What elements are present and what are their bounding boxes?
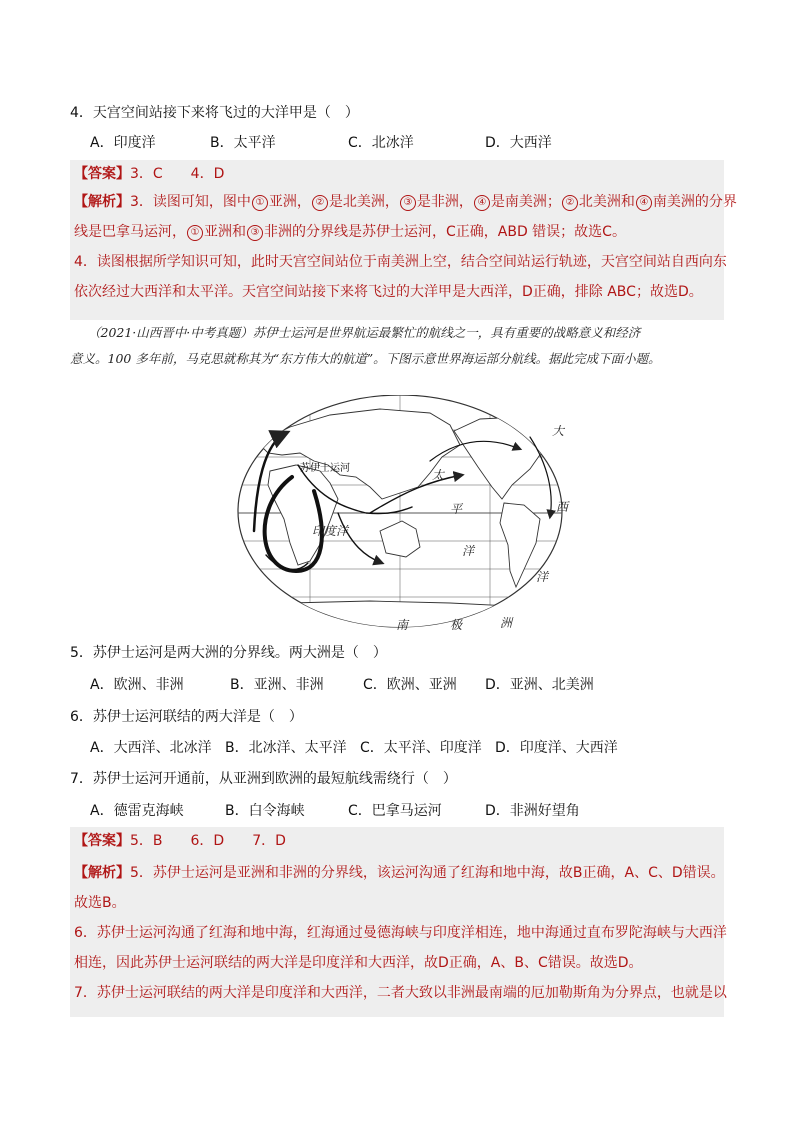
answer-text: 5．B 6．D 7．D [130,833,286,849]
circled-number: ④ [636,195,652,211]
option-c: C．太平洋、印度洋 [360,740,482,756]
label-indian-ocean: 印度洋 [312,524,349,538]
option-d: D．非洲好望角 [485,803,580,819]
analysis-label: 【解析】 [74,865,130,881]
option-a: A．德雷克海峡 [90,803,184,819]
analysis-label: 【解析】 [74,194,130,210]
world-shipping-map [230,395,570,631]
analysis-4-line-2: 依次经过大西洋和太平洋。天宫空间站接下来将飞过的大洋甲是大西洋，D正确，排除 ABC；故选D。 [74,284,703,300]
circled-number: ③ [247,225,263,241]
answer-label: 【答案】 [74,833,130,849]
question-stem [70,320,728,366]
option-a: A．欧洲、非洲 [90,677,184,693]
question-7: 7．苏伊士运河开通前，从亚洲到欧洲的最短航线需绕行（ ） [70,771,457,787]
analysis-5-line-2: 故选B。 [74,895,126,911]
label-yang-pacific: 洋 [462,544,475,558]
label-zhou: 洲 [500,616,513,630]
question-5: 5．苏伊士运河是两大洲的分界线。两大洲是（ ） [70,645,387,661]
option-d: D．亚洲、北美洲 [485,677,594,693]
option-a: A．大西洋、北冰洋 [90,740,212,756]
option-a: A．印度洋 [90,135,156,151]
question-6: 6．苏伊士运河联结的两大洋是（ ） [70,709,303,725]
option-b: B．太平洋 [210,135,276,151]
option-c: C．欧洲、亚洲 [363,677,457,693]
answer-label: 【答案】 [74,166,130,182]
circled-number: ② [562,195,578,211]
label-yang-atlantic: 洋 [536,570,549,584]
analysis-6-line-2: 相连，因此苏伊士运河联结的两大洋是印度洋和大西洋，故D正确，A、B、C错误。故选D。 [74,955,643,971]
answer-text: 3．C 4．D [130,166,225,182]
label-nan: 南 [396,618,409,631]
circled-number: ④ [474,195,490,211]
circled-number: ① [187,225,203,241]
analysis-4-line-1: 4．读图根据所学知识可知，此时天宫空间站位于南美洲上空，结合空间站运行轨迹，天宫空间站自西向东 [74,254,727,270]
answer-block-2: 【答案】5．B 6．D 7．D 【解析】5．苏伊士运河是亚洲和非洲的分界线，该运河沟通了红海和地中海，故B正确，A、C、D错误。 故选B。 6．苏伊士运河沟通了红海和地中海，红海通过曼德海峡与印度洋相连，地中海通过直布罗陀海峡与大西洋 相连，因此苏伊士运河联结的两大洋是印度洋和大西洋，故D正确，A、B、C错误。故选D。 7．苏伊士运河联结的两大洋是印度洋和大西洋，二者大致以非洲最南端的厄加勒斯角为分界点，也就是以 [70,827,724,1017]
label-ji: 极 [450,618,463,631]
option-b: B．白令海峡 [225,803,305,819]
stem-line-2: 意义。100 多年前，马克思就称其为“东方伟大的航道”。下图示意世界海运部分航线。据此完成下面小题。 [70,351,661,366]
analysis-6-line-1: 6．苏伊士运河沟通了红海和地中海，红海通过曼德海峡与印度洋相连，地中海通过直布罗陀海峡与大西洋 [74,925,727,941]
option-d: D．印度洋、大西洋 [495,740,618,756]
option-b: B．北冰洋、太平洋 [225,740,347,756]
analysis-7-line-1: 7．苏伊士运河联结的两大洋是印度洋和大西洋，二者大致以非洲最南端的厄加勒斯角为分界点，也就是以 [74,985,727,1001]
stem-line-1: （2021·山西晋中·中考真题）苏伊士运河是世界航运最繁忙的航线之一，具有重要的战略意义和经济 [88,325,641,340]
circled-number: ③ [400,195,416,211]
suez-canal-label: 苏伊士运河 [300,463,350,474]
option-b: B．亚洲、非洲 [230,677,324,693]
label-da: 大 [552,424,565,438]
label-tai: 太 [432,468,445,482]
label-xi: 西 [556,500,569,514]
answer-block-1: 【答案】3．C 4．D 【解析】3．读图可知，图中 ① 亚洲， ② 是北美洲， ③ 是非洲， ④ 是南美洲； ② 北美洲和 ④ 南美洲的分界 线是巴拿马运河， ① 亚洲和 ③ 非洲的分界线是苏伊士运河，C正确，ABD 错误；故选C。 4．读图根据所学知识可知，此时天宫空间站位于南美洲上空，结合空间站运行轨迹，天宫空间站自西向东 依次经过大西洋和太平洋。天宫空间站接下来将飞过的大洋甲是大西洋，D正确，排除 ABC；故选D。 [70,160,724,320]
circled-number: ① [252,195,268,211]
option-c: C．北冰洋 [348,135,414,151]
option-c: C．巴拿马运河 [348,803,442,819]
circled-number: ② [312,195,328,211]
question-4: 4．天宫空间站接下来将飞过的大洋甲是（ ） [70,105,359,121]
option-d: D．大西洋 [485,135,552,151]
label-ping: 平 [450,502,463,516]
